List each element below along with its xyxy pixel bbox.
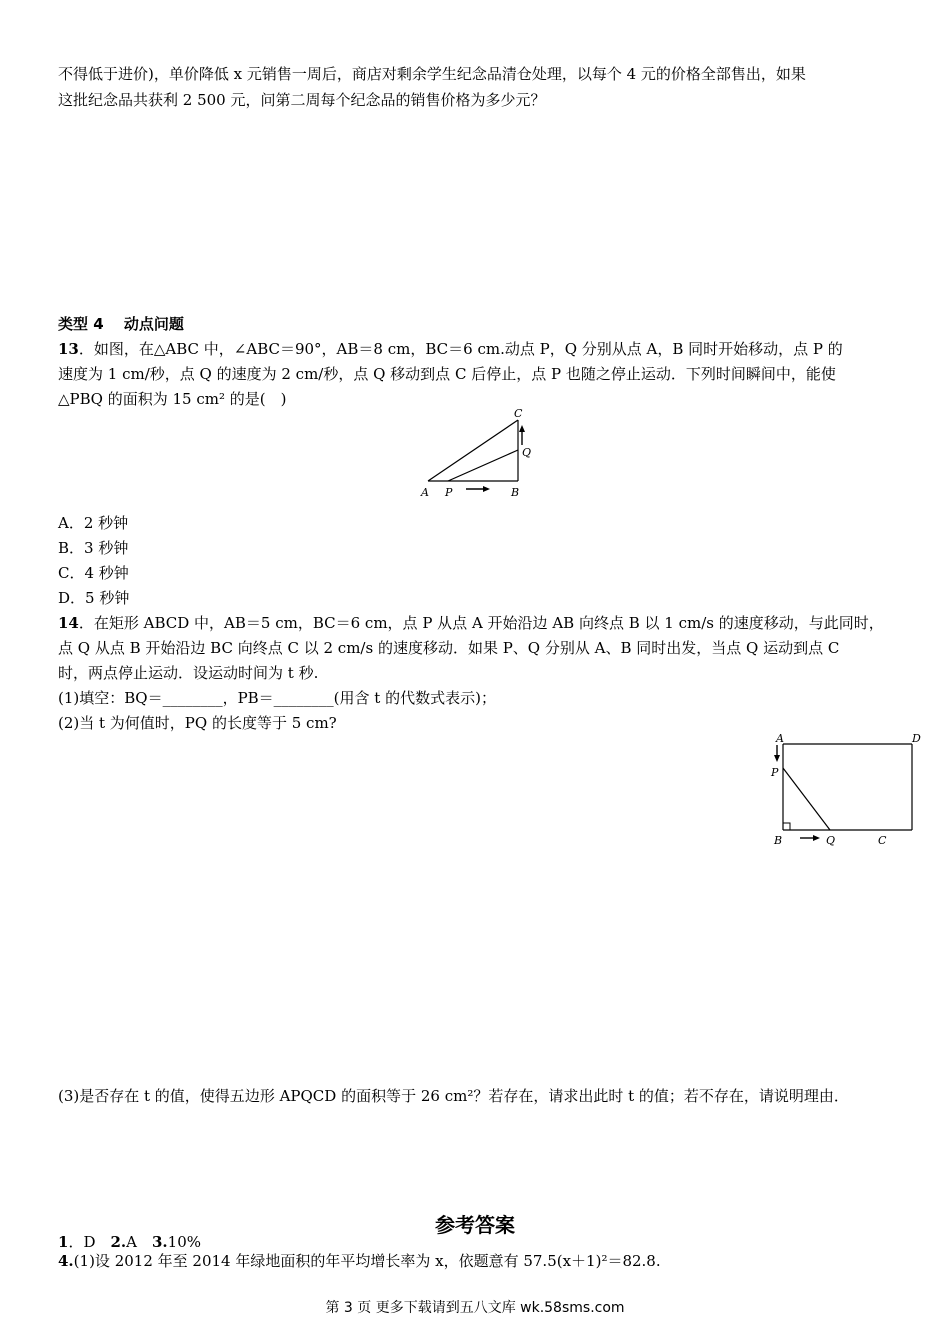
q13-line-2: 速度为 1 cm/秒，点 Q 的速度为 2 cm/秒，点 Q 移动到点 C 后停止，点 P 也随之停止运动．下列时间瞬间中，能使	[58, 365, 836, 383]
q13-option-b: B．3 秒钟	[58, 539, 129, 557]
answers-line-1	[58, 1232, 201, 1252]
q14-part-3: (3)是否存在 t 的值，使得五边形 APQCD 的面积等于 26 cm²？若存在，请求出此时 t 的值；若不存在，请说明理由．	[58, 1087, 849, 1105]
page-footer: 第 3 页 更多下载请到五八文库 wk.58sms.com	[325, 1300, 625, 1316]
q13-option-d: D．5 秒钟	[58, 589, 130, 607]
q14-part-1: (1)填空：BQ＝________，PB＝________(用含 t 的代数式表示)；	[58, 689, 496, 707]
q14-number: 14	[58, 614, 79, 632]
q14-label-p: P	[771, 766, 779, 779]
q14-line-1	[58, 613, 884, 633]
q13-number: 13	[58, 340, 79, 358]
q13-label-c: C	[514, 407, 523, 420]
section-type-label: 类型 4	[58, 315, 104, 333]
answers-line-2	[58, 1251, 661, 1271]
q14-label-d: D	[912, 732, 921, 745]
q14-label-a: A	[776, 732, 784, 745]
answer-3-number: 3.	[151, 1233, 168, 1251]
q14-line-3: 时，两点停止运动．设运动时间为 t 秒.	[58, 664, 319, 682]
q13-option-c: C．4 秒钟	[58, 564, 129, 582]
q14-part-2: (2)当 t 为何值时，PQ 的长度等于 5 cm?	[58, 714, 337, 732]
section-heading	[58, 314, 184, 334]
answer-4-text: (1)设 2012 年至 2014 年绿地面积的年平均增长率为 x，依题意有 57.5(x＋1)²＝82.8.	[73, 1252, 661, 1270]
q13-triangle-figure	[418, 405, 538, 500]
q14-rectangle-figure	[770, 730, 921, 848]
answers-title: 参考答案	[435, 1213, 515, 1237]
intro-line-1: 不得低于进价)，单价降低 x 元销售一周后，商店对剩余学生纪念品清仓处理，以每个 4 元的价格全部售出，如果	[58, 65, 806, 83]
q13-label-q: Q	[522, 446, 532, 459]
q13-text-1: ．如图，在△ABC 中，∠ABC＝90°，AB＝8 cm，BC＝6 cm.动点 P，Q 分别从点 A，B 同时开始移动，点 P 的	[78, 340, 843, 358]
q14-label-q: Q	[826, 834, 836, 847]
q14-label-c: C	[878, 834, 887, 847]
q13-line-1	[58, 339, 843, 359]
q13-line-3: △PBQ 的面积为 15 cm² 的是( )	[58, 390, 287, 408]
intro-line-2: 这批纪念品共获利 2 500 元，问第二周每个纪念品的销售价格为多少元？	[58, 91, 546, 109]
answer-1-number: 1	[58, 1233, 69, 1251]
section-type-title: 动点问题	[123, 315, 184, 333]
q14-label-b: B	[774, 834, 783, 847]
answer-1-text: ．D	[68, 1233, 111, 1251]
q14-text-1: ．在矩形 ABCD 中，AB＝5 cm，BC＝6 cm，点 P 从点 A 开始沿边 AB 向终点 B 以 1 cm/s 的速度移动，与此同时，	[78, 614, 884, 632]
answer-3-text: 10%	[167, 1233, 201, 1251]
q13-option-a: A．2 秒钟	[58, 514, 129, 532]
q13-label-b: B	[511, 486, 520, 499]
q13-label-p: P	[445, 486, 453, 499]
q13-label-a: A	[421, 486, 429, 499]
answer-2-number: 2.	[110, 1233, 127, 1251]
answer-2-text: A	[126, 1233, 152, 1251]
answer-4-number: 4.	[58, 1252, 74, 1270]
q14-line-2: 点 Q 从点 B 开始沿边 BC 向终点 C 以 2 cm/s 的速度移动．如果 P、Q 分别从 A、B 同时出发，当点 Q 运动到点 C	[58, 639, 840, 657]
